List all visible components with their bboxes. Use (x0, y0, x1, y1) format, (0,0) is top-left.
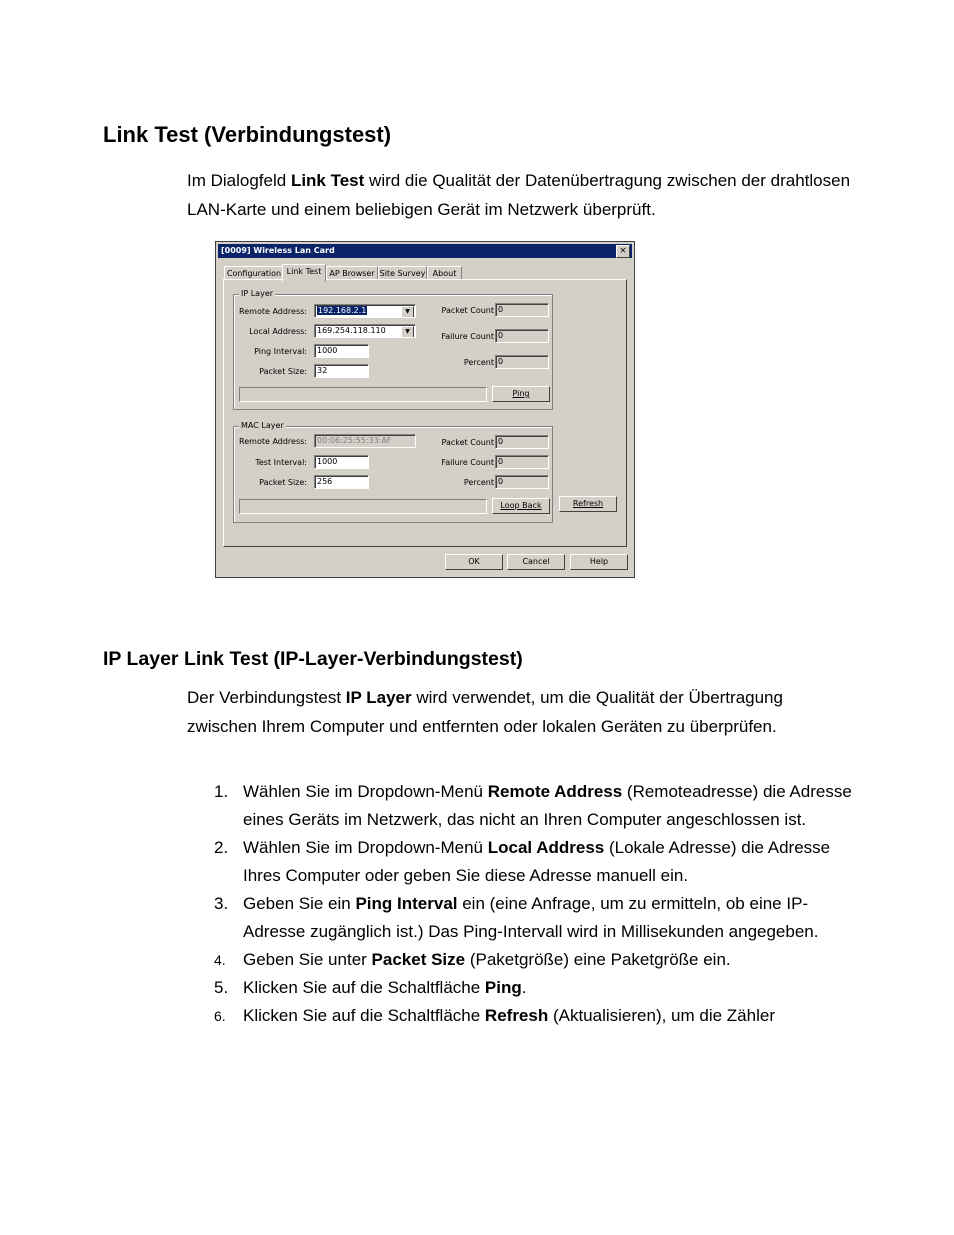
ip-percent-value: 0 (495, 355, 549, 369)
step-text-rest: . (521, 978, 527, 997)
ping-interval-input[interactable]: 1000 (314, 344, 369, 358)
local-address-dropdown[interactable] (314, 324, 416, 338)
step-number: 2. (214, 838, 229, 857)
step-number: 4. (214, 952, 226, 968)
remote-address-dropdown[interactable] (314, 304, 416, 318)
mac-packet-size-label: Packet Size: (259, 478, 307, 487)
mac-packet-count-value: 0 (495, 435, 549, 449)
wireless-lan-dialog (215, 241, 635, 578)
step-text-rest: (Paketgröße) eine Paketgröße ein. (465, 950, 731, 969)
list-item (187, 974, 857, 1002)
step-bold: Packet Size (371, 950, 466, 969)
step-text-rest: (Remoteadresse) die Adresse eines Geräts im Netzwerk, das nicht an Ihren Computer angeschlossen ist. (243, 782, 852, 829)
step-number: 3. (214, 894, 229, 913)
step-bold: Remote Address (487, 782, 623, 801)
chevron-down-icon[interactable]: ▼ (401, 326, 414, 338)
mac-progress-bar (239, 499, 487, 514)
step-text-rest: ein (eine Anfrage, um zu ermitteln, ob eine IP-Adresse zugänglich ist.) Das Ping-Intervall wird in Millisekunden angegeben. (243, 894, 819, 941)
ping-button[interactable] (492, 386, 550, 402)
intro-text-rest: wird die Qualität der Datenübertragung zwischen der drahtlosen LAN-Karte und einem beliebigen Gerät im Netzwerk überprüft. (187, 171, 851, 219)
step-bold: Ping (484, 978, 522, 997)
step-bold: Local Address (487, 838, 605, 857)
section-intro (187, 167, 857, 224)
list-item (187, 778, 857, 834)
list-item (187, 946, 857, 974)
list-item (187, 834, 857, 890)
chevron-down-icon[interactable]: ▼ (401, 306, 414, 318)
mac-packet-size-input[interactable]: 256 (314, 475, 369, 489)
ip-intro-text: Der Verbindungstest (187, 688, 346, 707)
ping-interval-label: Ping Interval: (254, 347, 307, 356)
mac-layer-group (233, 421, 553, 523)
mac-percent-label: Percent (463, 478, 494, 487)
packet-size-label: Packet Size: (259, 367, 307, 376)
ip-percent-label: Percent (463, 358, 494, 367)
ip-intro-text-rest: wird verwendet, um die Qualität der Übertragung zwischen Ihrem Computer und entfernten oder lokalen Geräten zu überprüfen. (187, 688, 783, 736)
step-text-rest: (Aktualisieren), um die Zähler (548, 1006, 775, 1025)
step-text: Geben Sie ein (243, 894, 356, 913)
step-number: 5. (214, 978, 229, 997)
dialog-title-bar (218, 244, 632, 258)
ip-section-heading: IP Layer Link Test (IP-Layer-Verbindungstest) (103, 648, 523, 670)
ip-section-intro (187, 684, 857, 741)
link-test-panel (223, 279, 627, 547)
ip-intro-bold: IP Layer (345, 688, 412, 707)
packet-size-input[interactable]: 32 (314, 364, 369, 378)
steps-list (187, 778, 857, 1030)
step-bold: Refresh (484, 1006, 549, 1025)
test-interval-label: Test Interval: (255, 458, 307, 467)
mac-percent-value: 0 (495, 475, 549, 489)
step-text: Klicken Sie auf die Schaltfläche (243, 978, 485, 997)
ip-packet-count-value: 0 (495, 303, 549, 317)
mac-failure-count-value: 0 (495, 455, 549, 469)
mac-packet-count-label: Packet Count (441, 438, 494, 447)
mac-failure-count-label: Failure Count (441, 458, 494, 467)
tab-ap-browser[interactable]: AP Browser (326, 266, 378, 281)
step-text: Geben Sie unter (243, 950, 372, 969)
ping-button-label: Ping (512, 389, 530, 398)
intro-bold: Link Test (290, 171, 365, 190)
step-text: Wählen Sie im Dropdown-Menü (243, 782, 488, 801)
test-interval-input[interactable]: 1000 (314, 455, 369, 469)
ip-failure-count-value: 0 (495, 329, 549, 343)
ok-button[interactable]: OK (445, 554, 503, 570)
loop-back-button-label: Loop Back (500, 501, 542, 510)
ip-layer-group (233, 289, 553, 410)
step-number: 6. (214, 1008, 226, 1024)
local-address-label: Local Address: (249, 327, 307, 336)
list-item (187, 1002, 857, 1030)
step-number: 1. (214, 782, 229, 801)
ip-layer-label: IP Layer (241, 289, 274, 298)
step-text-rest: (Lokale Adresse) die Adresse Ihres Computer oder geben Sie diese Adresse manuell ein. (243, 838, 831, 885)
dialog-title: [0009] Wireless Lan Card (221, 246, 335, 255)
step-text: Klicken Sie auf die Schaltfläche (243, 1006, 485, 1025)
ip-failure-count-label: Failure Count (441, 332, 494, 341)
ip-packet-count-label: Packet Count (441, 306, 494, 315)
step-text: Wählen Sie im Dropdown-Menü (243, 838, 488, 857)
help-button[interactable]: Help (570, 554, 628, 570)
mac-remote-address-label: Remote Address: (239, 437, 307, 446)
tab-link-test[interactable]: Link Test (282, 264, 326, 282)
local-address-value: 169.254.118.110 (317, 326, 386, 335)
section-heading: Link Test (Verbindungstest) (103, 122, 392, 147)
tab-configuration[interactable]: Configuration (224, 266, 284, 281)
intro-text: Im Dialogfeld (187, 171, 291, 190)
tab-site-survey[interactable]: Site Survey (378, 266, 427, 281)
close-icon[interactable]: × (616, 245, 630, 258)
mac-layer-label: MAC Layer (241, 421, 284, 430)
remote-address-value: 192.168.2.1 (318, 306, 367, 315)
ip-progress-bar (239, 387, 487, 402)
step-bold: Ping Interval (355, 894, 458, 913)
list-item (187, 890, 857, 946)
refresh-button-label: Refresh (572, 499, 604, 508)
loop-back-button[interactable] (492, 498, 550, 514)
mac-remote-address-field: 00:06:25:55:33:AF (314, 434, 416, 448)
refresh-button[interactable] (559, 496, 617, 512)
tab-about[interactable]: About (427, 266, 462, 281)
cancel-button[interactable]: Cancel (507, 554, 565, 570)
remote-address-label: Remote Address: (239, 307, 307, 316)
